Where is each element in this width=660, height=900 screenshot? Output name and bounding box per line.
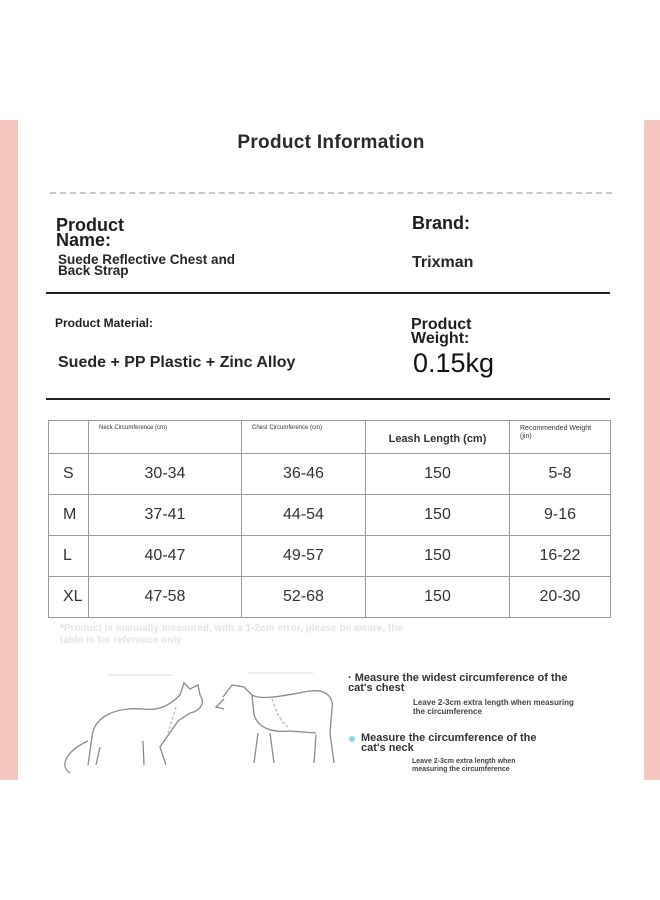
size-chart-header-row bbox=[49, 421, 611, 454]
dog-outline-illustration bbox=[216, 673, 334, 763]
material-label: Product Material: bbox=[55, 316, 154, 330]
neck-cell: 37-41 bbox=[89, 495, 242, 536]
material-value: Suede + PP Plastic + Zinc Alloy bbox=[58, 354, 296, 371]
section-divider-top bbox=[46, 292, 610, 294]
chest-cell: 36-46 bbox=[242, 454, 366, 495]
weight-label: Product Weight: bbox=[411, 316, 472, 347]
neck-cell: 40-47 bbox=[89, 536, 242, 577]
size-cell: M bbox=[49, 495, 89, 536]
size-chart-table bbox=[48, 420, 611, 618]
brand-value: Trixman bbox=[412, 254, 474, 271]
neck-cell: 30-34 bbox=[89, 454, 242, 495]
neck-cell: 47-58 bbox=[89, 577, 242, 618]
product-name-label: Product Name: bbox=[56, 215, 125, 251]
header-neck: Neck Circumference (cm) bbox=[89, 421, 242, 454]
section-divider-bottom bbox=[46, 398, 610, 400]
table-row bbox=[49, 577, 611, 618]
measure-chest-tip: Leave 2-3cm extra length when measuring the circumference bbox=[413, 698, 574, 717]
table-row bbox=[49, 495, 611, 536]
leash-cell: 150 bbox=[366, 577, 510, 618]
size-cell: S bbox=[49, 454, 89, 495]
size-cell: L bbox=[49, 536, 89, 577]
chest-cell: 49-57 bbox=[242, 536, 366, 577]
weight-cell: 5-8 bbox=[510, 454, 611, 495]
header-chest: Chest Circumference (cm) bbox=[242, 421, 366, 454]
weight-value: 0.15kg bbox=[413, 348, 495, 378]
cat-outline-illustration bbox=[65, 675, 203, 773]
weight-cell: 20-30 bbox=[510, 577, 611, 618]
left-pink-border bbox=[0, 120, 18, 780]
disclaimer-note: *Product is manually measured, with a 1-2cm error, please be aware, the table is for reference only bbox=[60, 623, 403, 646]
size-cell: XL bbox=[49, 577, 89, 618]
leash-cell: 150 bbox=[366, 536, 510, 577]
brand-label: Brand: bbox=[412, 213, 470, 233]
measure-neck-instruction: Measure the circumference of the cat's neck bbox=[361, 732, 537, 755]
pet-measurement-illustration bbox=[48, 655, 358, 775]
header-weight: Recommended Weight (jin) bbox=[510, 421, 611, 454]
weight-cell: 9-16 bbox=[510, 495, 611, 536]
leash-cell: 150 bbox=[366, 495, 510, 536]
measure-neck-tip: Leave 2-3cm extra length when measuring the circumference bbox=[412, 758, 516, 774]
right-pink-border bbox=[644, 120, 660, 780]
bullet-dot-icon bbox=[349, 736, 355, 742]
leash-cell: 150 bbox=[366, 454, 510, 495]
table-row bbox=[49, 454, 611, 495]
weight-cell: 16-22 bbox=[510, 536, 611, 577]
measure-chest-instruction: · Measure the widest circumference of the cat's chest bbox=[348, 672, 568, 695]
header-size bbox=[49, 421, 89, 454]
table-row bbox=[49, 536, 611, 577]
product-name-value: Suede Reflective Chest and Back Strap bbox=[58, 252, 236, 279]
chest-cell: 52-68 bbox=[242, 577, 366, 618]
dashed-divider bbox=[50, 192, 612, 194]
page-title: Product Information bbox=[237, 132, 425, 153]
chest-cell: 44-54 bbox=[242, 495, 366, 536]
product-info-card bbox=[18, 120, 644, 780]
header-leash: Leash Length (cm) bbox=[366, 421, 510, 454]
